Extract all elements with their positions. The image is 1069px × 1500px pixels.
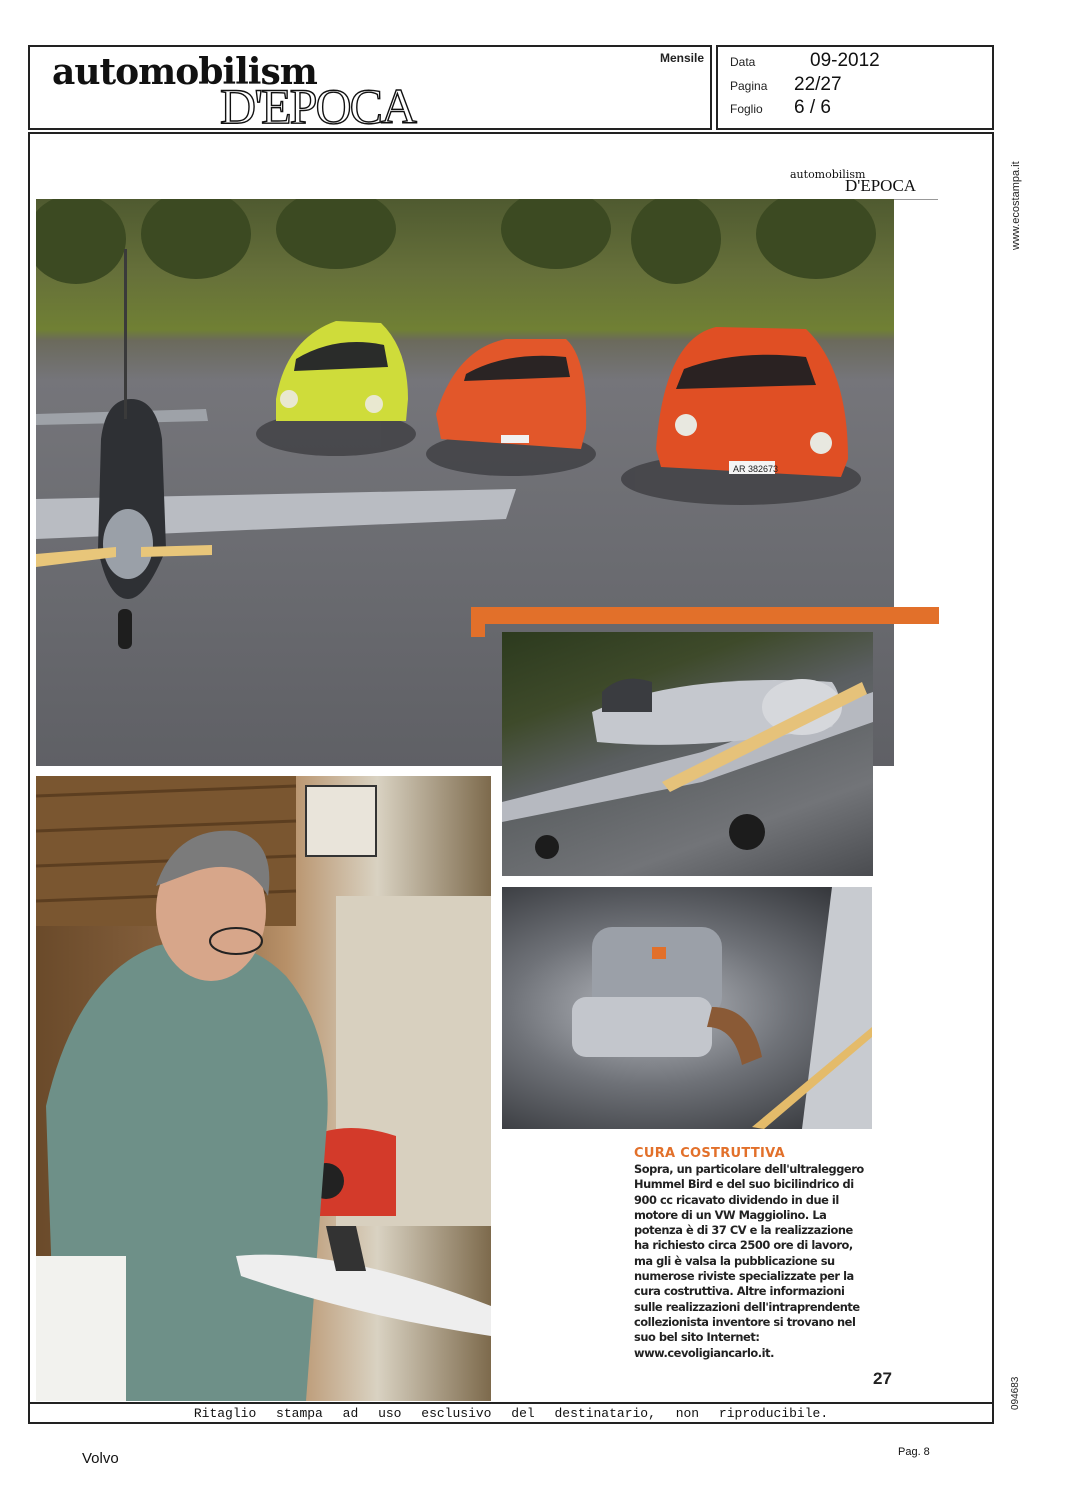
meta-value-pagina: 22/27 <box>794 74 842 95</box>
photo-collector-portrait <box>36 776 491 1401</box>
footer-notice-box <box>28 1402 994 1424</box>
clipping-page-label: Pag. 8 <box>898 1446 930 1458</box>
accent-bar <box>471 607 939 624</box>
clipping-code: 094683 <box>1010 1376 1021 1410</box>
masthead-box <box>28 45 712 134</box>
photo-ultralight-detail-illustration <box>502 632 873 876</box>
source-url: www.ecostampa.it <box>1010 161 1022 250</box>
meta-label-pagina: Pagina <box>730 79 768 93</box>
periodicity-label: Mensile <box>659 51 704 65</box>
photo-engine-detail-illustration <box>502 887 872 1129</box>
meta-label-data: Data <box>730 55 756 69</box>
issue-meta-box <box>716 45 994 130</box>
meta-value-foglio: 6 / 6 <box>794 97 831 118</box>
masthead-logo-epoca: D'EPOCA <box>220 78 416 134</box>
license-plate-text: AR 382673 <box>733 464 779 474</box>
photo-engine-detail <box>502 887 872 1129</box>
footer-notice: Ritaglio stampa ad uso esclusivo del destinatario, non riproducibile. <box>193 1406 829 1421</box>
client-name: Volvo <box>82 1450 119 1467</box>
caption-title: CURA COSTRUTTIVA <box>634 1146 785 1161</box>
mini-logo-epoca: D'EPOCA <box>845 176 917 195</box>
masthead-logo: automobilism <box>52 51 317 93</box>
meta-label-foglio: Foglio <box>730 102 763 116</box>
caption-body: Sopra, un particolare dell'ultraleggero Hummel Bird e del suo bicilindrico di 900 cc ricavato dividendo in due il motore di un VW Maggiolino. La potenza è di 37 CV e la realizzazione ha richiesto circa 2500 ore di lavoro, ma gli è valsa la pubblicazione su numerose riviste specializzate per la cura costruttiva. Altre informazioni sulle realizzazioni dell'intraprendente collezionista inventore si trovano nel suo bel sito Internet: www.cevoligiancarlo.it. <box>634 1162 864 1360</box>
photo-ultralight-detail <box>502 632 873 876</box>
article-mini-logo <box>790 168 917 195</box>
magazine-page-number: 27 <box>873 1369 892 1388</box>
accent-bar-tick <box>471 607 485 637</box>
photo-collector-portrait-illustration <box>36 776 491 1401</box>
meta-value-data: 09-2012 <box>810 50 880 71</box>
mini-logo-main: automobilism <box>790 168 866 181</box>
